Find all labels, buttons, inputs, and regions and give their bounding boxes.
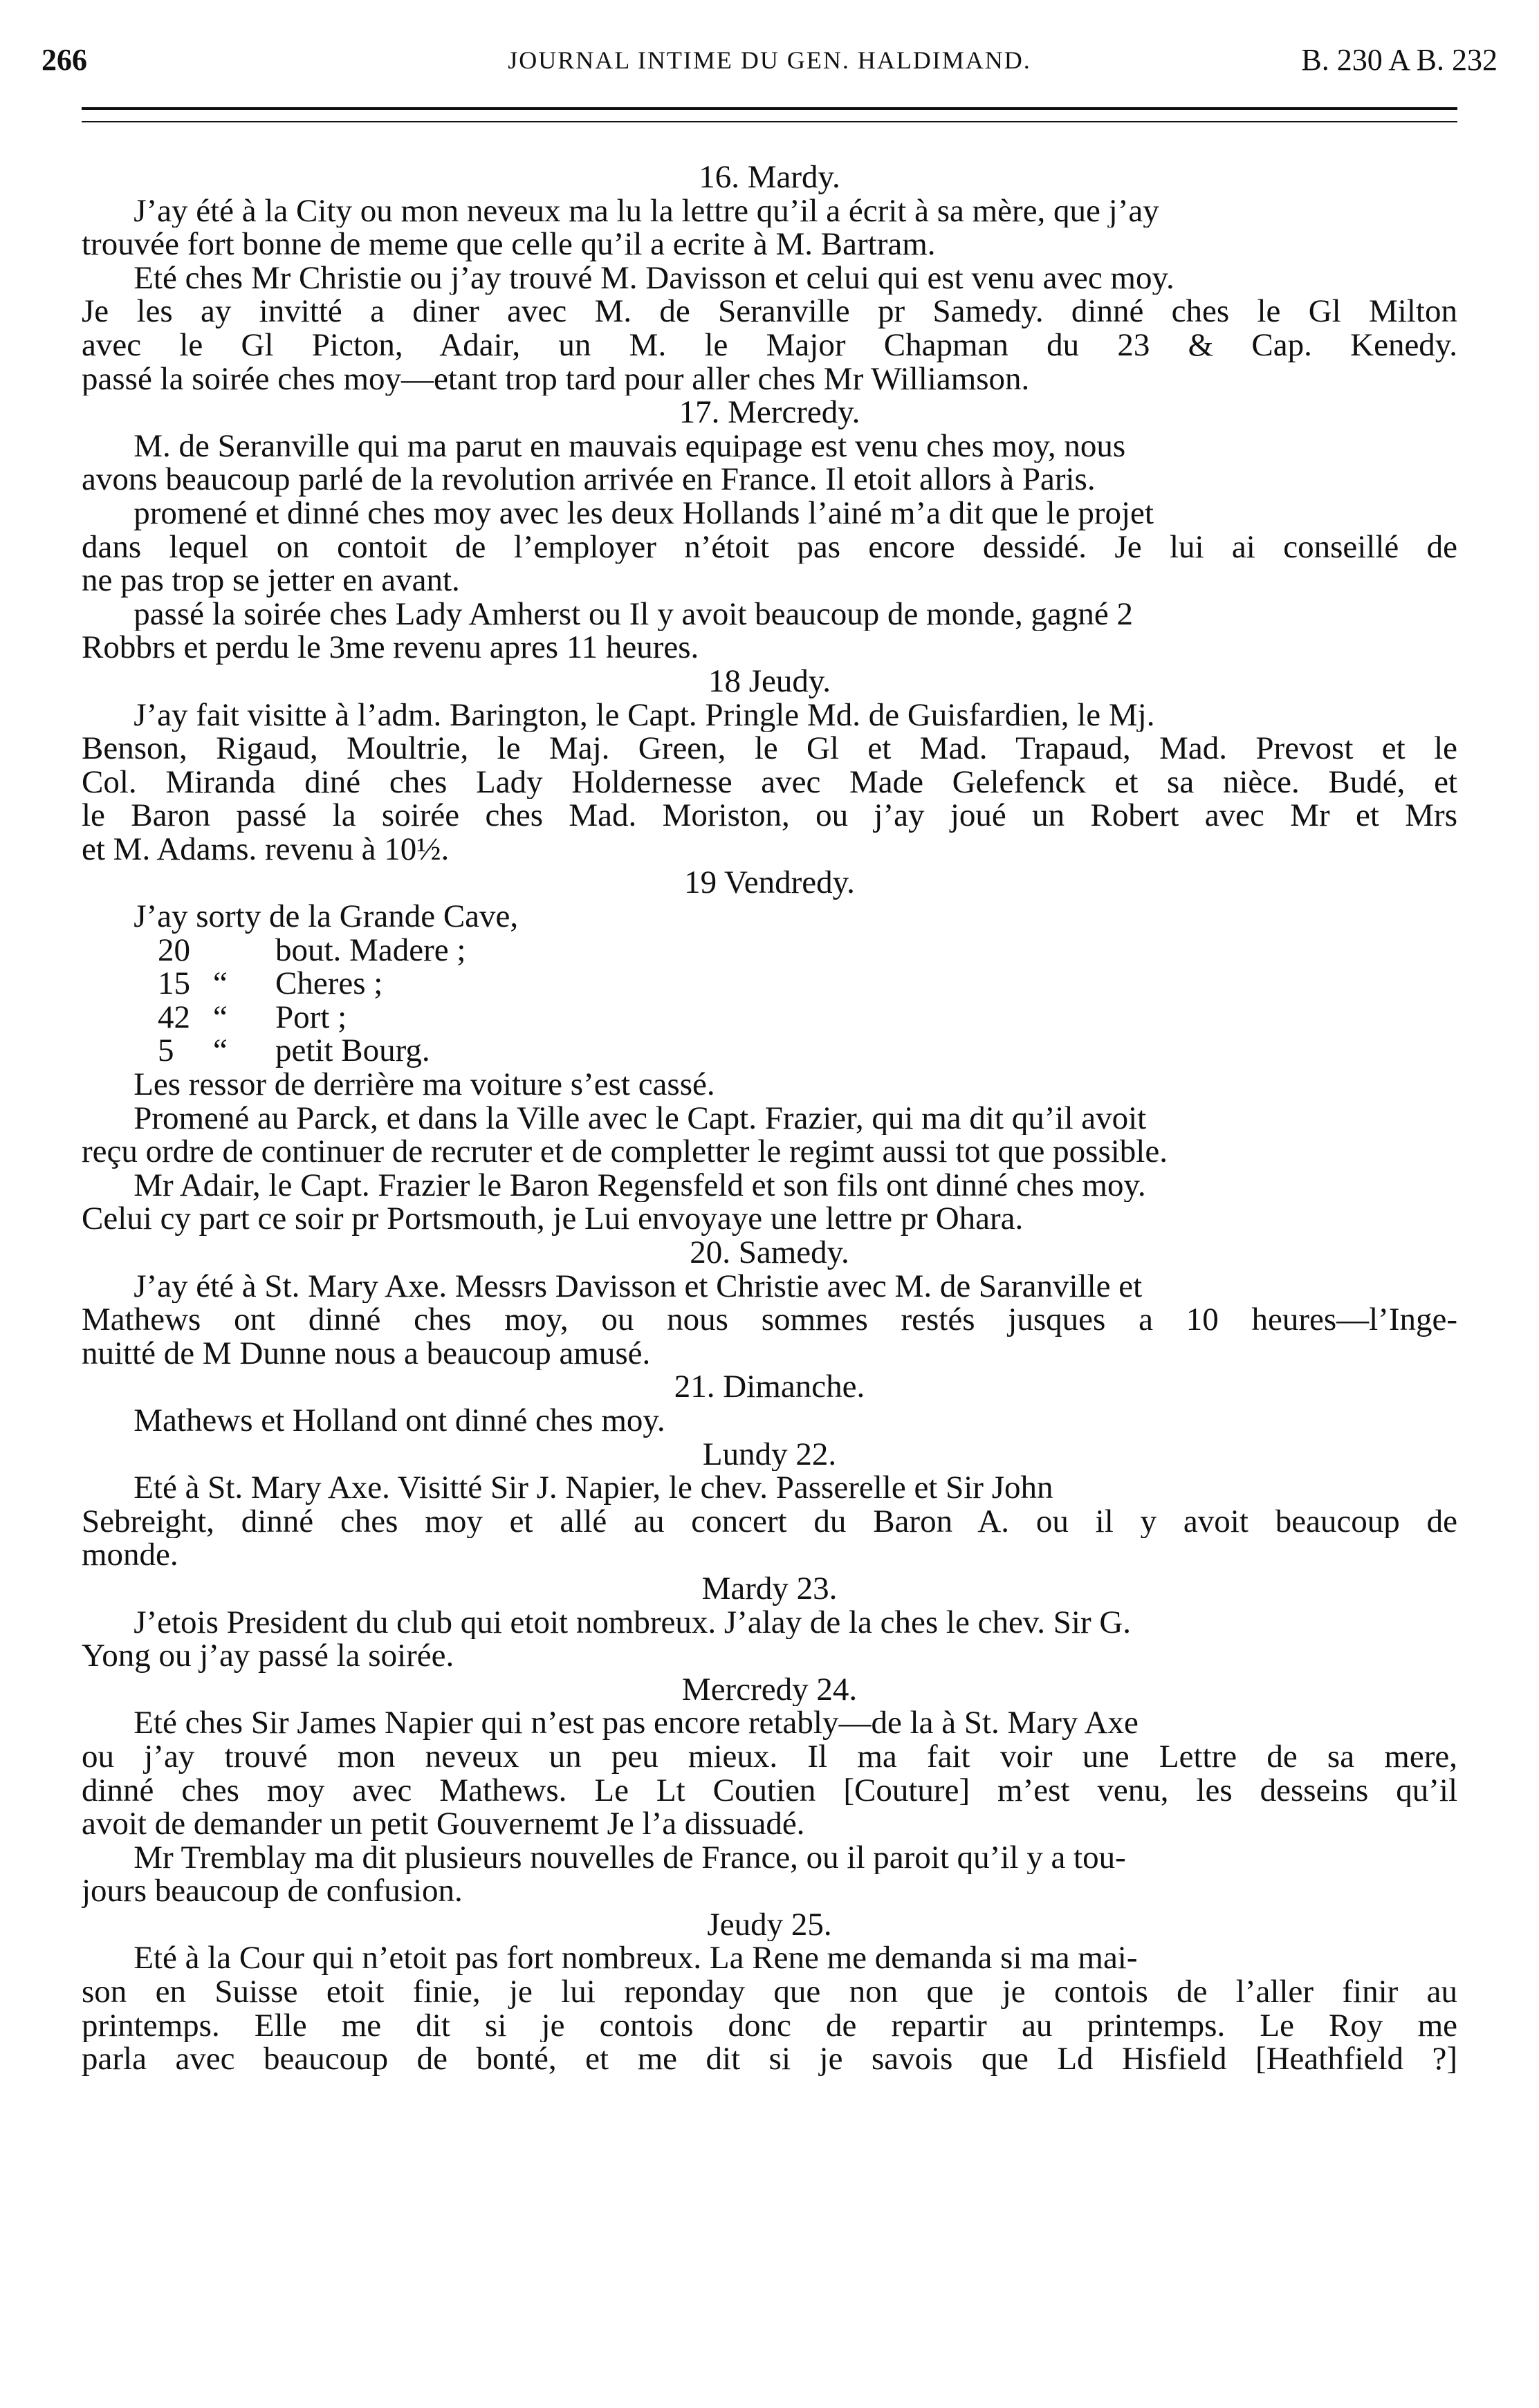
entry-date: 20. Samedy.: [690, 1236, 849, 1270]
journal-line: Promené au Parck, et dans la Ville avec le Capt. Frazier, qui ma dit qu’il avoit: [133, 1101, 1147, 1136]
stock-item: Cheres ;: [275, 967, 383, 1001]
journal-line: Les ressor de derrière ma voiture s’est cassé.: [133, 1068, 715, 1102]
journal-line: Eté à St. Mary Axe. Visitté Sir J. Napier, le chev. Passerelle et Sir John: [133, 1471, 1053, 1505]
stock-item: Port ;: [275, 1000, 347, 1035]
journal-line: Mr Tremblay ma dit plusieurs nouvelles de France, ou il paroit qu’il y a tou-: [133, 1840, 1126, 1875]
journal-line: Eté à la Cour qui n’etoit pas fort nombreux. La Rene me demanda si ma mai-: [133, 1941, 1138, 1976]
wine-stock-row: [82, 967, 1457, 1001]
stock-quantity: 15: [158, 967, 190, 1001]
journal-line: Eté ches Mr Christie ou j’ay trouvé M. Davisson et celui qui est venu avec moy.: [133, 261, 1174, 295]
journal-line: J’ay été à la City ou mon neveux ma lu la lettre qu’il a écrit à sa mère, que j’ay: [133, 194, 1159, 228]
entry-date: Mardy 23.: [701, 1571, 838, 1606]
ditto-mark: “: [213, 967, 228, 1001]
journal-line: parla avec beaucoup de bonté, et me dit si je savois que Ld Hisfield [Heathfield ?]: [82, 2042, 1457, 2076]
stock-item: bout. Madere ;: [275, 933, 466, 967]
running-title: JOURNAL INTIME DU GEN. HALDIMAND.: [508, 46, 1031, 74]
journal-line: le Baron passé la soirée ches Mad. Moriston, ou j’ay joué un Robert avec Mr et Mrs: [82, 799, 1457, 833]
ditto-mark: “: [213, 1034, 228, 1068]
journal-line: promené et dinné ches moy avec les deux Hollands l’ainé m’a dit que le projet: [133, 496, 1154, 530]
journal-line: Benson, Rigaud, Moultrie, le Maj. Green, le Gl et Mad. Trapaud, Mad. Prevost et le: [82, 732, 1457, 766]
journal-line: Robbrs et perdu le 3me revenu apres 11 heures.: [82, 631, 699, 665]
wine-stock-row: [82, 1034, 1457, 1068]
entry-date: 18 Jeudy.: [708, 664, 831, 698]
page-number: 266: [42, 43, 87, 77]
stock-quantity: 42: [158, 1000, 190, 1035]
journal-line: avec le Gl Picton, Adair, un M. le Major Chapman du 23 & Cap. Kenedy.: [82, 328, 1457, 362]
journal-line: Mr Adair, le Capt. Frazier le Baron Regensfeld et son fils ont dinné ches moy.: [133, 1168, 1146, 1203]
journal-line: J’ay sorty de la Grande Cave,: [133, 900, 519, 934]
journal-line: ou j’ay trouvé mon neveux un peu mieux. Il ma fait voir une Lettre de sa mere,: [82, 1739, 1457, 1774]
wine-stock-row: [82, 934, 1457, 967]
journal-line: dans lequel on contoit de l’employer n’étoit pas encore dessidé. Je lui ai conseillé de: [82, 530, 1457, 564]
journal-line: Yong ou j’ay passé la soirée.: [82, 1639, 454, 1673]
journal-line: Mathews et Holland ont dinné ches moy.: [133, 1403, 665, 1438]
entry-date: Mercredy 24.: [681, 1672, 858, 1707]
header-rule: [82, 107, 1457, 122]
journal-line: passé la soirée ches moy—etant trop tard pour aller ches Mr Williamson.: [82, 362, 1030, 396]
journal-line: dinné ches moy avec Mathews. Le Lt Coutien [Couture] m’est venu, les desseins qu’il: [82, 1773, 1457, 1808]
journal-line: J’ay fait visitte à l’adm. Barington, le Capt. Pringle Md. de Guisfardien, le Mj.: [133, 698, 1155, 732]
journal-line: M. de Seranville qui ma parut en mauvais equipage est venu ches moy, nous: [133, 429, 1126, 463]
entry-date: Lundy 22.: [702, 1437, 837, 1472]
journal-line: et M. Adams. revenu à 10½.: [82, 832, 450, 867]
entry-date: 16. Mardy.: [699, 160, 840, 194]
journal-line: avoit de demander un petit Gouvernemt Je l’a dissuadé.: [82, 1807, 805, 1841]
journal-line: avons beaucoup parlé de la revolution arrivée en France. Il etoit allors à Paris.: [82, 463, 1096, 497]
journal-line: ne pas trop se jetter en avant.: [82, 564, 460, 598]
journal-line: passé la soirée ches Lady Amherst ou Il y avoit beaucoup de monde, gagné 2: [133, 597, 1134, 631]
wine-stock-row: [82, 1001, 1457, 1035]
journal-line: Eté ches Sir James Napier qui n’est pas encore retably—de la à St. Mary Axe: [133, 1706, 1139, 1740]
journal-line: reçu ordre de continuer de recruter et de completter le regimt aussi tot que possible.: [82, 1135, 1168, 1169]
journal-line: nuitté de M Dunne nous a beaucoup amusé.: [82, 1336, 651, 1371]
stock-quantity: 5: [158, 1034, 174, 1068]
stock-quantity: 20: [158, 933, 190, 967]
journal-line: son en Suisse etoit finie, je lui reponday que non que je contois de l’aller finir au: [82, 1975, 1457, 2009]
journal-line: monde.: [82, 1538, 178, 1572]
entry-date: 21. Dimanche.: [674, 1370, 865, 1404]
journal-line: printemps. Elle me dit si je contois donc de repartir au printemps. Le Roy me: [82, 2008, 1457, 2043]
entry-date: 19 Vendredy.: [684, 866, 855, 900]
journal-line: trouvée fort bonne de meme que celle qu’il a ecrite à M. Bartram.: [82, 228, 936, 261]
journal-line: Celui cy part ce soir pr Portsmouth, je Lui envoyaye une lettre pr Ohara.: [82, 1202, 1024, 1236]
journal-line: J’ay été à St. Mary Axe. Messrs Davisson et Christie avec M. de Saranville et: [133, 1269, 1143, 1304]
journal-line: jours beaucoup de confusion.: [82, 1874, 463, 1908]
journal-line: Je les ay invitté a diner avec M. de Seranville pr Samedy. dinné ches le Gl Milton: [82, 295, 1457, 328]
journal-line: Sebreight, dinné ches moy et allé au concert du Baron A. ou il y avoit beaucoup de: [82, 1504, 1457, 1539]
running-head: [42, 36, 1497, 84]
journal-line: Col. Miranda diné ches Lady Holdernesse avec Made Gelefenck et sa nièce. Budé, et: [82, 765, 1457, 799]
manuscript-reference: B. 230 A B. 232: [1301, 43, 1497, 77]
entry-date: 17. Mercredy.: [679, 396, 860, 429]
journal-line: Mathews ont dinné ches moy, ou nous sommes restés jusques a 10 heures—l’Inge-: [82, 1303, 1457, 1337]
journal-line: J’etois President du club qui etoit nombreux. J’alay de la ches le chev. Sir G.: [133, 1605, 1132, 1640]
entry-date: Jeudy 25.: [707, 1907, 832, 1942]
stock-item: petit Bourg.: [275, 1034, 430, 1068]
ditto-mark: “: [213, 1000, 228, 1035]
journal-body: [82, 160, 1457, 2076]
